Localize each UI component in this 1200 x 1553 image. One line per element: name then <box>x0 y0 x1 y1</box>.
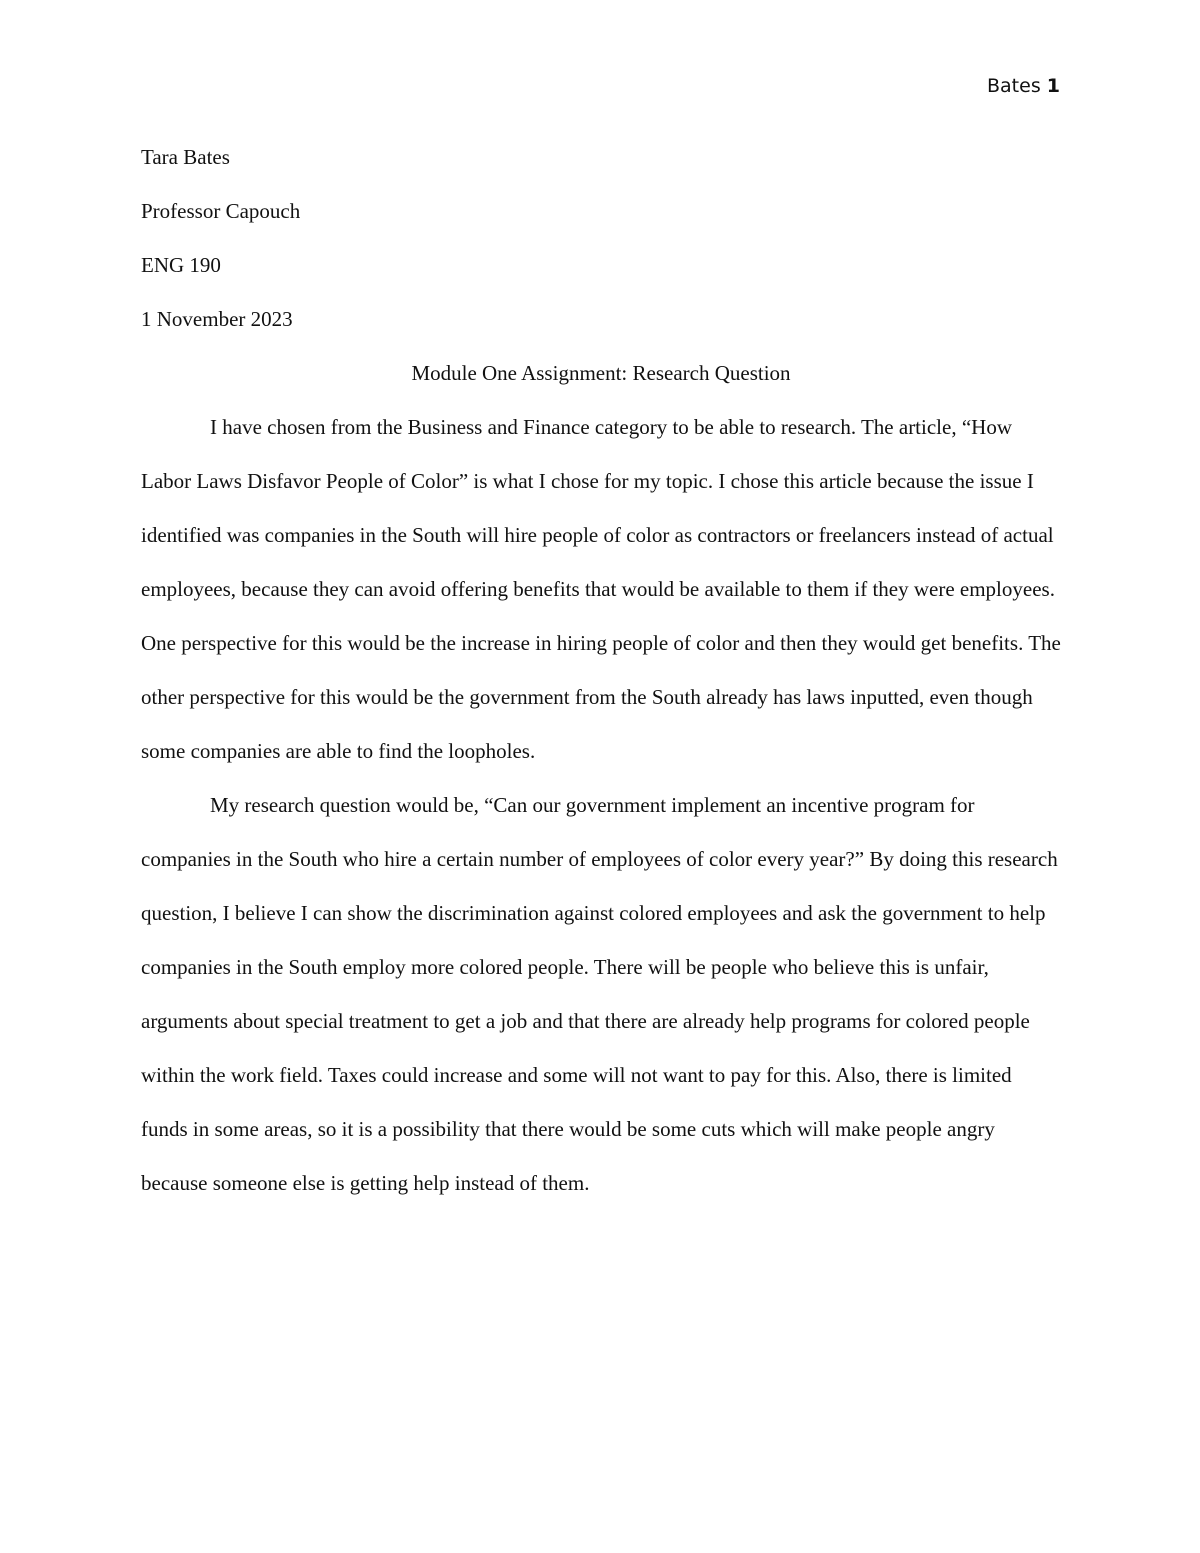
student-name: Tara Bates <box>141 145 230 169</box>
submission-date: 1 November 2023 <box>141 307 293 331</box>
essay-title: Module One Assignment: Research Question <box>411 361 791 385</box>
running-header <box>987 73 1060 99</box>
body-paragraph-2: My research question would be, “Can our government implement an incentive program for companies in the South who hire a certain number of employees of color every year?” By doing this research question, I believe I can show the discrimination against colored employees and ask the government to help companies in the South employ more colored people. There will be people who believe this is unfair, arguments about special treatment to get a job and that there are already help programs for colored people within the work field. Taxes could increase and some will not want to pay for this. Also, there is limited funds in some areas, so it is a possibility that there would be some cuts which will make people angry because someone else is getting help instead of them. <box>141 793 1058 1195</box>
instructor-name: Professor Capouch <box>141 199 301 223</box>
document-body <box>141 130 1061 1210</box>
course-name: ENG 190 <box>141 253 221 277</box>
body-paragraph-1: I have chosen from the Business and Finance category to be able to research. The article, “How Labor Laws Disfavor People of Color” is what I chose for my topic. I chose this article because the issue I identified was companies in the South will hire people of color as contractors or freelancers instead of actual employees, because they can avoid offering benefits that would be available to them if they were employees. One perspective for this would be the increase in hiring people of color and then they would get benefits. The other perspective for this would be the government from the South already has laws inputted, even though some companies are able to find the loopholes. <box>141 415 1061 763</box>
header-page-number: 1 <box>1046 75 1060 97</box>
header-surname: Bates <box>987 75 1041 97</box>
